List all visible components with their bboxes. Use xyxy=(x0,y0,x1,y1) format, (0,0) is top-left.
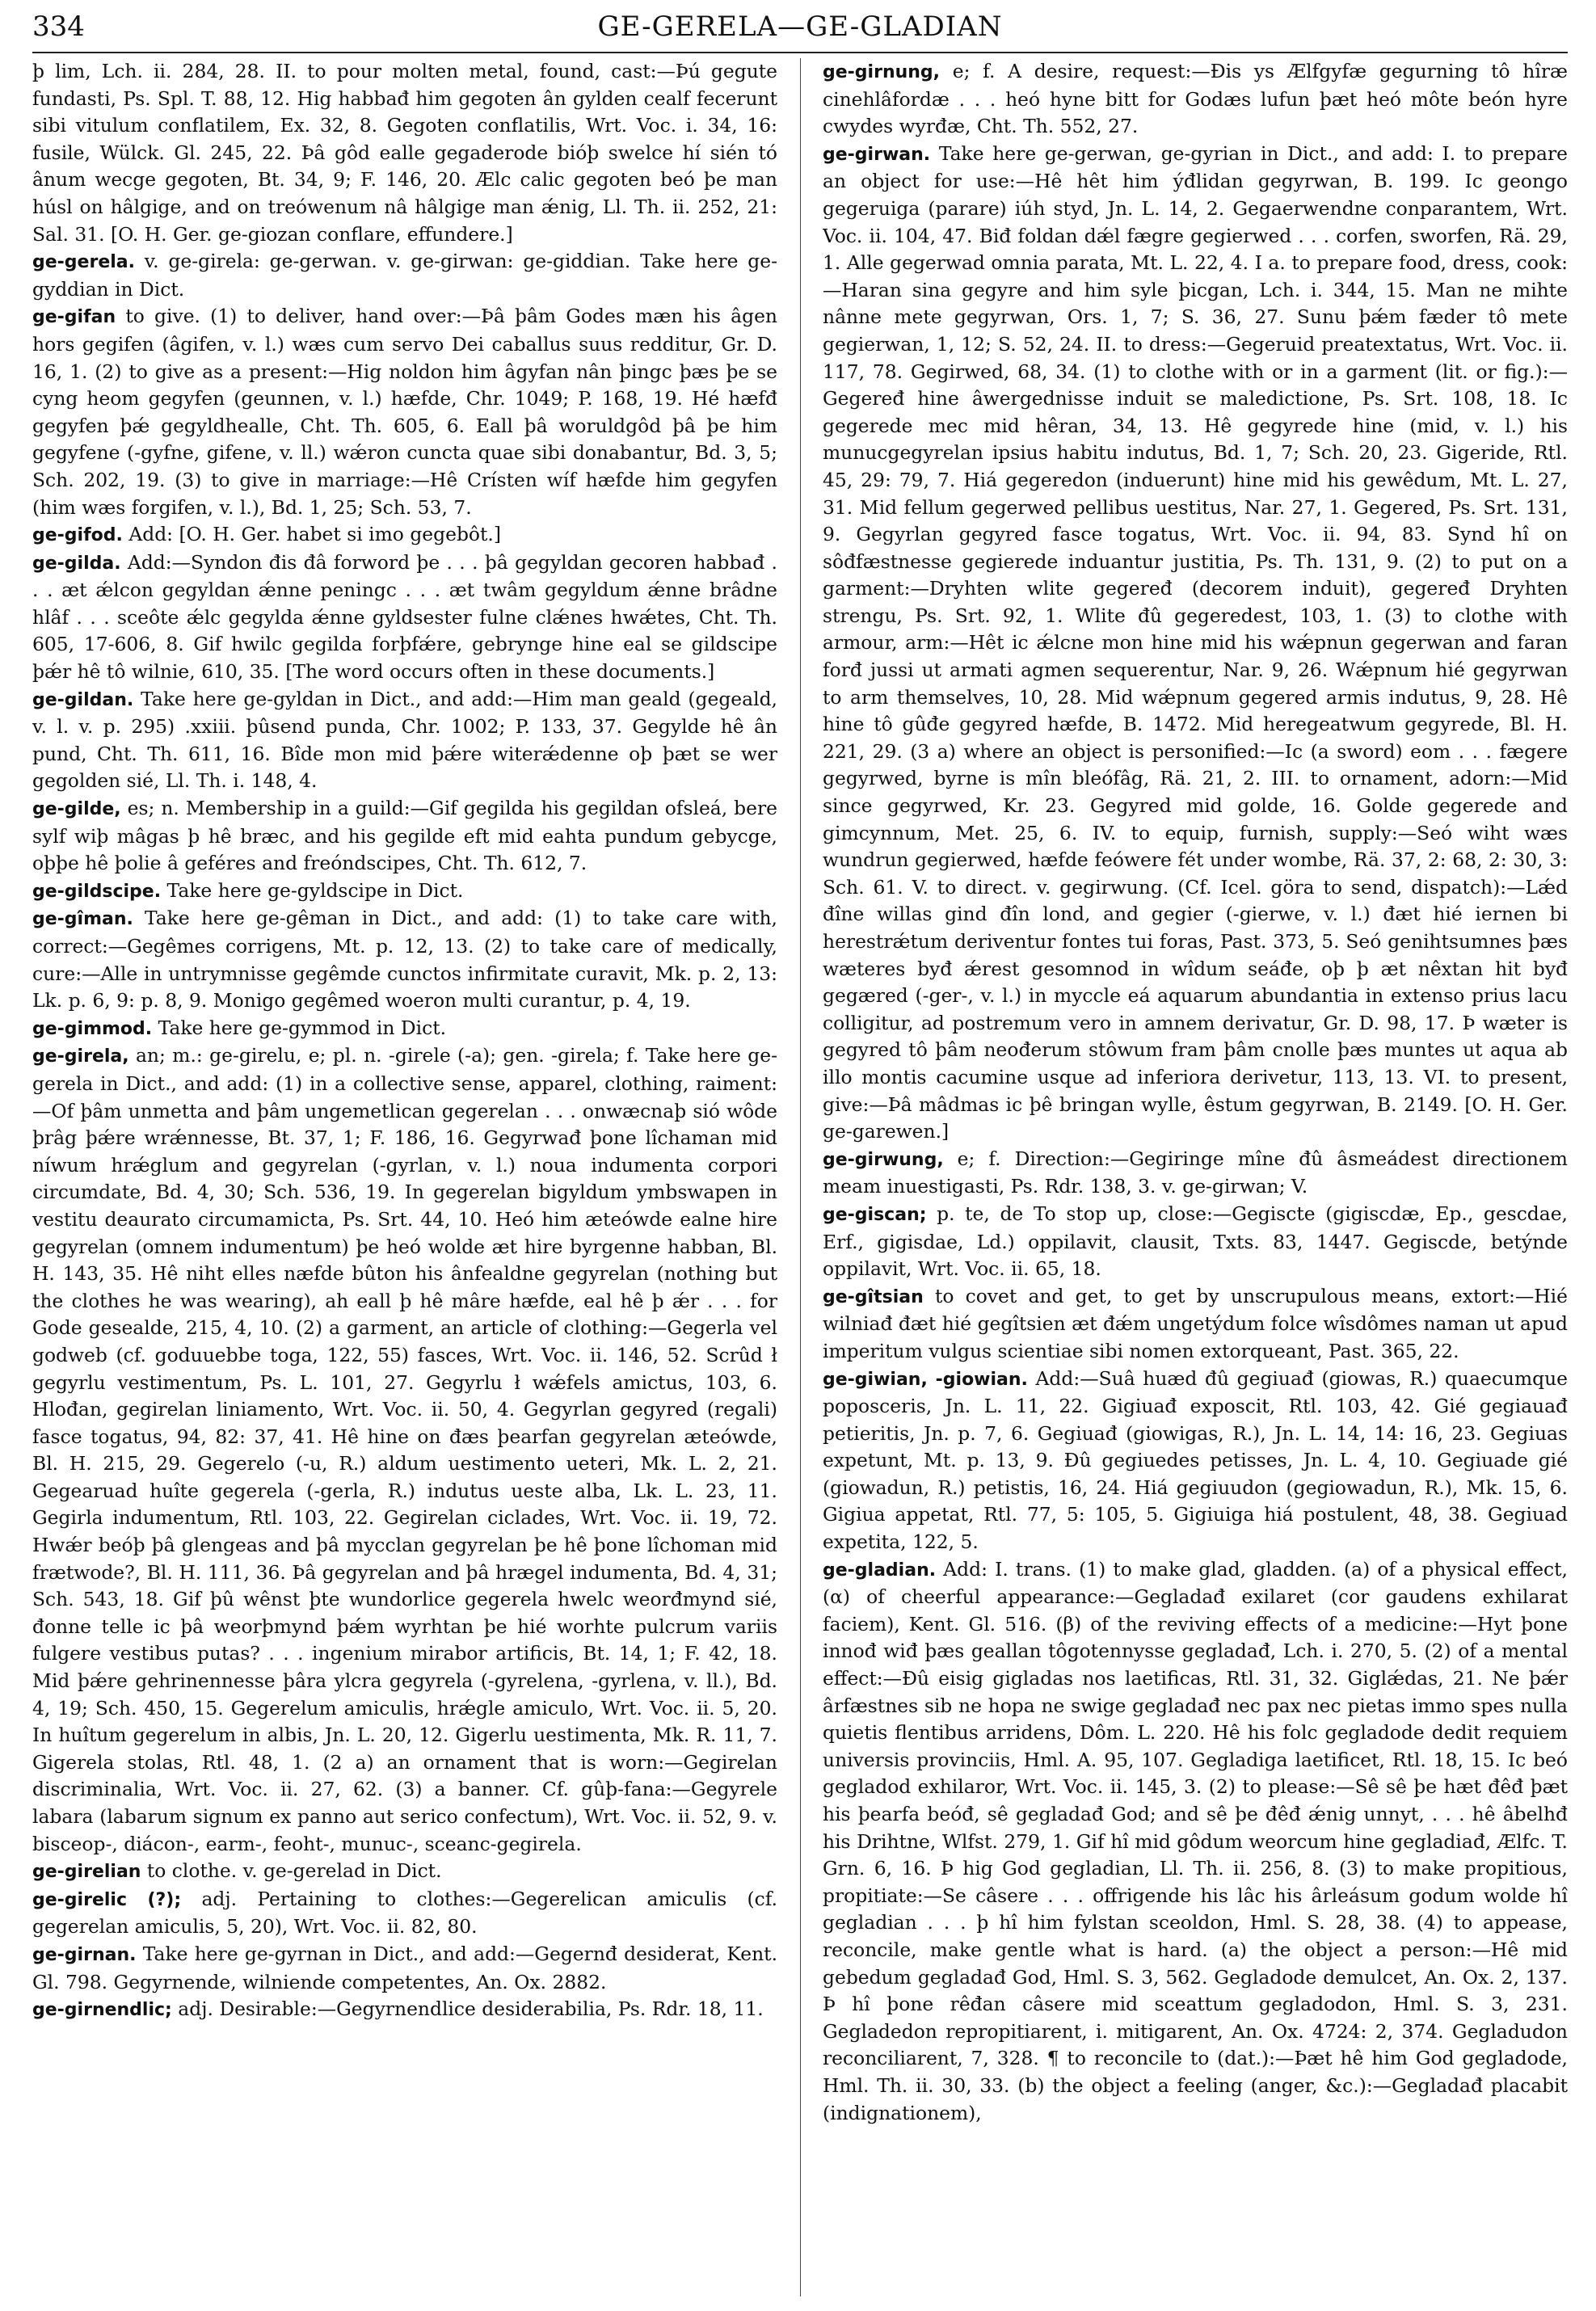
entry-headword: ge-girelic (?); xyxy=(32,1889,182,1910)
entry-headword: ge-gilda. xyxy=(32,553,121,574)
entry-text: Add: I. trans. (1) to make glad, gladden. (a) of a physical effect, (α) of cheerful appearance:—Gegladađ exilaret (cor gaudens exhilarat faciem), Kent. Gl. 516. (β) of the reviving effects of a medicine:—Hyt þone innođ wiđ þæs geallan tôgotennysse gegladađ, Lch. i. 270, 5. (2) of a mental effect:—Đû eisig gigladas nos laetificas, Rtl. 31, 32. Giglǽdas, 21. Ne þǽr ârfæstnes sib ne hopa ne swige gegladađ nec pax nec pietas immo spes nulla quietis flentibus arridens, Dôm. L. 220. Hê his folc gegladode dedit requiem universis provinciis, Hml. A. 95, 107. Gegladiga laetificet, Rtl. 18, 15. Ic beó gegladod exhilaror, Wrt. Voc. ii. 145, 3. (2) to please:—Sê sê þe hæt đêđ þæt his þearfa beóđ, sê gegladađ God; and sê þe đêđ ǽnig unnyt, . . . hê âbelhđ his Drihtne, Wlfst. 279, 1. Gif hî mid gôdum weorcum hine gegladiađ, Ælfc. T. Grn. 6, 16. Þ hig God gegladian, Ll. Th. ii. 256, 8. (3) to make propitious, propitiate:—Se câsere . . . offrigende his lâc his ârleásum godum wolde hî gegladian . . . þ hî him fylstan sceoldon, Hml. S. 28, 38. (4) to appease, reconcile, make gentle what is hard. (a) the object a person:—Hê mid gebedum gegladađ God, Hml. S. 3, 562. Gegladode demulcet, An. Ox. 2, 137. Þ hî þone rêđan câsere mid sceattum gegladodon, Hml. S. 3, 231. Gegladedon repropitiarent, i. mitigarent, An. Ox. 4724: 2, 374. Gegladudon reconciliarent, 7, 328. ¶ to reconcile to (dat.):—Þæt hê him God gegladode, Hml. Th. ii. 30, 33. (b) the object a feeling (anger, &c.):—Gegladađ placabit (indignationem), xyxy=(823,1557,1568,2124)
dictionary-entry xyxy=(32,686,777,795)
page-number: 334 xyxy=(32,11,85,43)
entry-text: Take here ge-gêman in Dict., and add: (1) to take care with, correct:—Gegêmes corrigens, Mt. p. 12, 13. (2) to take care of medically, cure:—Alle in untrymnisse gegêmde cunctos infirmitate curavit, Mk. p. 2, 13: Lk. p. 6, 9: p. 8, 9. Monigo gegêmed woeron multi curantur, p. 4, 19. xyxy=(32,907,777,1012)
entry-text: Take here ge-gyrnan in Dict., and add:—Gegernđ desiderat, Kent. Gl. 798. Gegyrnende, wilniende competentes, An. Ox. 2882. xyxy=(32,1942,777,1993)
dictionary-entry xyxy=(32,1886,777,1941)
entry-headword: ge-girelian xyxy=(32,1862,141,1883)
entry-headword: ge-girnan. xyxy=(32,1944,137,1965)
right-column xyxy=(823,58,1568,2296)
entry-text: an; m.: ge-girelu, e; pl. n. -girele (-a); gen. -girela; f. Take here ge-gerela in Dict., and add: (1) in a collective sense, apparel, clothing, raiment:—Of þâm unmetta and þâm ungemetlican gegerelan . . . onwæcnaþ sió wôde þrâg þǽre wrǽnnesse, Bt. 37, 1; F. 186, 16. Gegyrwađ þone lîchaman mid níwum hrǽglum and gegyrelan (-gyrlan, v. l.) noua indumenta corpori circumdate, Bd. 4, 30; Sch. 536, 19. In gegerelan bigyldum ymbswapen in vestitu deaurato circumamicta, Ps. Srt. 44, 10. Heó him æteówde ealne hire gegyrelan (omnem indumentum) þe heó wolde æt hire byrgenne habban, Bl. H. 143, 35. Hê niht elles næfde bûton his ânfealdne gegyrelan (nothing but the clothes he was wearing), ah eall þ hê mâre hæfde, eal hê þ ǽr . . . for Gode gesealde, 215, 4, 10. (2) a garment, an article of clothing:—Gegerla vel godweb (cf. goduuebbe toga, 122, 55) fasces, Wrt. Voc. ii. 146, 52. Scrûd ł gegyrlu vestimentum, Ps. L. 101, 27. Gegyrlu ł wǽfels amictus, 103, 6. Hlođan, gegirelan liniamento, Wrt. Voc. ii. 50, 4. Gegyrlan gegyred (regali) fasce togatus, 94, 82: 37, 41. Hê hine on đæs þearfan gegyrelan æteówde, Bl. H. 215, 29. Gegerelo (-u, R.) aldum uestimento ueteri, Mk. L. 2, 21. Gegearuad huîte gegerela (-gerla, R.) indutus ueste alba, Lk. L. 23, 11. Gegirla indumentum, Rtl. 103, 22. Gegirelan ciclades, Wrt. Voc. ii. 19, 72. Hwǽr beóþ þâ glengeas and þâ mycclan gegyrelan þe hê þone lîchoman mid frætwode?, Bl. H. 111, 36. Þâ gegyrelan and þâ hrægel indumenta, Bd. 4, 31; Sch. 543, 18. Gif þû wênst þte wundorlice gegerela hwelc weorđmynd sié, đonne telle ic þâ weorþmynd þǽm wyrhtan þe hié worhte pulcrum variis fulgere vestibus putas? . . . ingenium mirabor artificis, Bt. 14, 1; F. 42, 18. Mid þǽre gehrinennesse þâra ylcra gegyrela (-gyrelena, -gyrlena, v. ll.), Bd. 4, 19; Sch. 450, 15. Gegerelum amiculis, hrǽgle amiculo, Wrt. Voc. ii. 5, 20. In huîtum gegerelum in albis, Jn. L. 20, 12. Gigerlu uestimenta, Mk. R. 11, 7. Gigerela stolas, Rtl. 48, 1. (2 a) an ornament that is worn:—Gegirelan discriminalia, Wrt. Voc. ii. 27, 62. (3) a banner. Cf. gûþ-fana:—Gegyrele labara (labarum signum ex panno aut serico confectum), Wrt. Voc. ii. 52, 9. v. bisceop-, diácon-, earm-, feoht-, munuc-, sceanc-gegirela. xyxy=(32,1044,777,1855)
dictionary-entry xyxy=(32,905,777,1014)
dictionary-entry xyxy=(32,1042,777,1858)
entry-text: v. ge-girela: ge-gerwan. v. ge-girwan: ge-giddian. Take here ge-gyddian in Dict. xyxy=(32,250,777,301)
entry-text: to covet and get, to get by unscrupulous means, extort:—Hié wilniađ đæt hié gegîtsien æt đǽm ungetýdum folce wîsdômes naman ut apud imperitum vulgus scientiae sibi nomen extorqueant, Past. 365, 22. xyxy=(823,1284,1568,1362)
entry-headword: ge-gîman. xyxy=(32,909,133,930)
left-column xyxy=(32,58,777,2296)
entry-headword: ge-girwung, xyxy=(823,1149,944,1170)
entry-headword: ge-girnendlic; xyxy=(32,2000,172,2021)
entry-text: Add:—Syndon đis đâ forword þe . . . þâ gegyldan gecoren habbađ . . . æt ǽlcon gegyldan ǽnne peningc . . . æt twâm gegyldum ǽnne brâdne hlâf . . . sceôte ǽlc gegylda ǽnne gyldsester fulne clǽnes hwǽtes, Cht. Th. 605, 17-606, 8. Gif hwilc gegilda forþfǽre, gebrynge hine eal se gildscipe þǽr hê tô wilnie, 610, 35. [The word occurs often in these documents.] xyxy=(32,550,777,684)
entry-headword: ge-gîtsian xyxy=(823,1286,924,1307)
dictionary-entry xyxy=(823,1366,1568,1556)
entry-text: Take here ge-gyldan in Dict., and add:—Him man geald (gegeald, v. l. v. p. 295) .xxiii. þûsend punda, Chr. 1002; P. 133, 37. Gegylde hê ân pund, Cht. Th. 611, 16. Bîde mon mid þǽre witerǽdenne oþ þæt se wer gegolden sié, Ll. Th. i. 148, 4. xyxy=(32,687,777,793)
dictionary-entry xyxy=(32,248,777,303)
entry-text: Take here ge-gymmod in Dict. xyxy=(152,1016,447,1039)
dictionary-entry xyxy=(32,1996,777,2024)
entry-text: e; f. A desire, request:—Đis ys Ælfgyfæ gegurning tô hîræ cinehlâfordæ . . . heó hyne bitt for Godæs lufun þæt heó môte beón hyre cwydes wyrđæ, Cht. Th. 552, 27. xyxy=(823,60,1568,138)
entry-text: e; f. Direction:—Gegiringe mîne đû âsmeádest directionem meam inuestigasti, Ps. Rdr. 138, 3. v. ge-girwan; V. xyxy=(823,1147,1568,1198)
entry-text: Take here ge-gyldscipe in Dict. xyxy=(161,878,464,902)
entry-headword: ge-gimmod. xyxy=(32,1018,153,1039)
dictionary-entry xyxy=(32,1015,777,1043)
column-divider xyxy=(800,58,801,2296)
running-head: GE-GERELA—GE-GLADIAN xyxy=(597,11,1003,43)
dictionary-entry xyxy=(32,549,777,686)
page-header xyxy=(32,6,1568,47)
dictionary-entry xyxy=(32,795,777,878)
dictionary-entry xyxy=(823,141,1568,1146)
entry-headword: ge-girwan. xyxy=(823,144,931,165)
entry-text: adj. Pertaining to clothes:—Gegerelican amiculis (cf. gegerelan amiculis, 5, 20), Wrt. Voc. ii. 82, 80. xyxy=(32,1887,777,1938)
entry-text: Add: [O. H. Ger. habet si imo gegebôt.] xyxy=(122,523,501,546)
entry-text: Add:—Suâ huæd đû gegiuađ (giowas, R.) quaecumque poposceris, Jn. L. 11, 22. Gigiuađ exposcit, Rtl. 103, 42. Gié gegiauađ petieritis, Jn. p. 7, 6. Gegiuađ (giowigas, R.), Jn. L. 14, 14: 16, 23. Gegiuas expetunt, Mt. p. 13, 9. Đû gegiuedes petisses, Jn. L. 4, 10. Gegiuade gié (giowadun, R.) petistis, 16, 24. Hiá gegiuudon (gegiowadun, R.), Mk. 15, 6. Gigiua appetat, Rtl. 77, 5: 105, 5. Gigiuiga hiá postulent, 48, 38. Gegiuad expetita, 122, 5. xyxy=(823,1366,1568,1554)
entry-headword: ge-gladian. xyxy=(823,1560,937,1581)
entry-headword: ge-giwian, -giowian. xyxy=(823,1369,1028,1390)
entry-text: to clothe. v. ge-gerelad in Dict. xyxy=(141,1859,442,1883)
entry-headword: ge-gilde, xyxy=(32,799,121,820)
dictionary-entry xyxy=(32,878,777,906)
entry-headword: ge-gildan. xyxy=(32,689,134,710)
dictionary-entry xyxy=(823,58,1568,141)
entry-headword: ge-girela, xyxy=(32,1046,129,1067)
entry-text: p. te, de To stop up, close:—Gegiscte (gigiscdæ, Ep., gescdae, Erf., gigisdae, Ld.) oppilavit, clausit, Txts. 83, 1447. Gegiscde, betýnde oppilavit, Wrt. Voc. ii. 65, 18. xyxy=(823,1202,1568,1281)
header-rule xyxy=(32,52,1568,53)
dictionary-entry xyxy=(32,303,777,521)
dictionary-entry xyxy=(32,1941,777,1996)
dictionary-entry xyxy=(32,1858,777,1886)
entry-headword: ge-giscan; xyxy=(823,1204,927,1225)
entry-text: þ lim, Lch. ii. 284, 28. II. to pour molten metal, found, cast:—Þú gegute fundasti, Ps. Spl. T. 88, 12. Hig habbađ him gegoten ân gylden cealf fecerunt sibi vitulum conflatilem, Ex. 32, 8. Gegoten conflatilis, Wrt. Voc. i. 34, 16: fusile, Wülck. Gl. 245, 22. Þâ gôd ealle gegaderode bióþ swelce hí sién tó ânum wecge gegoten, Bt. 34, 9; F. 146, 20. Ælc calic gegoten beó þe man húsl on hâlgige, and on treówenum nâ hâlgige man ǽnig, Ll. Th. ii. 252, 21: Sal. 31. [O. H. Ger. ge-giozan conflare, effundere.] xyxy=(32,60,777,246)
dictionary-entry xyxy=(823,1556,1568,2127)
dictionary-entry xyxy=(32,58,777,248)
entry-headword: ge-gifod. xyxy=(32,525,123,546)
entry-text: es; n. Membership in a guild:—Gif gegilda his gegildan ofsleá, bere sylf wiþ mâgas þ hê bræc, and his gegilde eft mid eahta pundum gebycge, oþþe hê þolie â geféres and freóndscipes, Cht. Th. 612, 7. xyxy=(32,797,777,875)
dictionary-page xyxy=(32,0,1596,2311)
entry-headword: ge-gildscipe. xyxy=(32,881,162,902)
dictionary-entry xyxy=(823,1283,1568,1366)
dictionary-entry xyxy=(823,1146,1568,1201)
entry-text: to give. (1) to deliver, hand over:—Þâ þâm Godes mæn his âgen hors gegifen (âgifen, v. l.) wæs cum servo Dei caballus suus redditur, Gr. D. 16, 1. (2) to give as a present:—Hig noldon him âgyfan nân þingc þæs þe se cyng heom gegyfen (geunnen, v. l.) hæfde, Chr. 1049; P. 168, 19. Hé hæfđ gegyfen þǽ gegyldhealle, Cht. Th. 605, 6. Eall þâ woruldgôd þâ þe him gegyfene (-gyfne, gifene, v. ll.) wǽron cuncta quae sibi donabantur, Bd. 3, 5; Sch. 202, 19. (3) to give in marriage:—Hê Crísten wíf hæfde him gegyfen (him wæs forgifen, v. l.), Bd. 1, 25; Sch. 53, 7. xyxy=(32,305,777,519)
entry-headword: ge-girnung, xyxy=(823,62,941,82)
entry-headword: ge-gerela. xyxy=(32,252,135,273)
entry-text: adj. Desirable:—Gegyrnendlice desiderabilia, Ps. Rdr. 18, 11. xyxy=(171,1997,764,2021)
dictionary-entry xyxy=(32,521,777,549)
entry-text: Take here ge-gerwan, ge-gyrian in Dict., and add: I. to prepare an object for use:—Hê hêt him ýđlidan gegyrwan, B. 199. Ic geongo gegeruiga (parare) iúh styd, Jn. L. 14, 2. Gegaerwendne conparantem, Wrt. Voc. ii. 104, 47. Biđ foldan dǽl fægre gegierwed . . . corfen, sworfen, Rä. 29, 1. Alle gegerwad omnia parata, Mt. L. 22, 4. I a. to prepare food, dress, cook:—Haran sina gegyre and him syle þicgan, Lch. i. 344, 15. Man ne mihte nânne mete gegyrwan, Ors. 1, 7; S. 36, 27. Sunu þǽm fæder tô mete gegierwan, 1, 12; S. 52, 24. II. to dress:—Gegeruid preatextatus, Wrt. Voc. ii. 117, 78. Gegirwed, 68, 34. (1) to clothe with or in a garment (lit. or fig.):—Gegeređ hine âwergednisse induit se maledictione, Ps. Srt. 108, 18. Ic gegerede mec mid hêran, 34, 13. Hê gegyrede hine (mid, v. l.) his munucgegyrelan ipsius habitu indutus, Bd. 1, 7; Sch. 20, 23. Gigeride, Rtl. 45, 29: 79, 7. Hiá gegeredon (induerunt) hine mid his gewêdum, Mt. L. 27, 31. Mid fellum gegerwed pellibus uestitus, Nar. 27, 1. Gegered, Ps. Srt. 131, 9. Gegyrlan gegyred fasce togatus, Wrt. Voc. ii. 94, 83. Synd hî on sôđfæstnesse gegierede induantur justitia, Ps. Th. 131, 9. (2) to put on a garment:—Dryhten wlite gegeređ (decorem induit), gegeređ Dryhten strengu, Ps. Srt. 92, 1. Wlite đû gegeredest, 103, 1. (3) to clothe with armour, arm:—Hêt ic ǽlcne mon hine mid his wǽpnun gegerwan and faran forđ jussi ut armati agmen sequerentur, Nar. 9, 26. Wǽpnum hié gegyrwan to arm themselves, 10, 28. Mid wǽpnum gegered armis indutus, 9, 28. Hê hine tô gûđe gegyred hæfde, B. 1472. Mid heregeatwum gegyrede, Bl. H. 221, 29. (3 a) where an object is personified:—Ic (a sword) eom . . . fægere gegyrwed, byrne is mîn bleófâg, Rä. 21, 2. III. to ornament, adorn:—Mid since gegyrwed, Kr. 23. Gegyred mid golde, 16. Golde gegerede and gimcynnum, Met. 25, 6. IV. to equip, furnish, supply:—Seó wiht wæs wundrun gegierwed, hæfde feówere fét under wombe, Rä. 37, 2: 68, 2: 30, 3: Sch. 61. V. to direct. v. gegirwung. (Cf. Icel. göra to send, dispatch):—Lǽd đîne willas gind đîn lond, and gegier (-gierwe, v. l.) đæt hié iernen bi herestrǽtum deriventur fontes tui foras, Past. 373, 5. Seó genihtsumnes þæs wæteres byđ ǽrest gesomnod in wîdum seáđe, oþ þ æt nêxtan hit byđ gegæred (-ger-, v. l.) in myccle eá aquarum abundantia in extenso prius lacu colligitur, ad postremum vero in amnem derivatur, Gr. D. 98, 17. Þ wæter is gegyred tô þâm neođerum stôwum fram þâm cnolle þæs muntes ut aqua ab illo montis cacumine usque ad inferiora derivetur, 113, 13. VI. to present, give:—Þâ mâdmas ic þê bringan wylle, êstum gegyrwan, B. 2149. [O. H. Ger. ge-garewen.] xyxy=(823,141,1568,1143)
entry-headword: ge-gifan xyxy=(32,307,116,328)
dictionary-entry xyxy=(823,1201,1568,1283)
